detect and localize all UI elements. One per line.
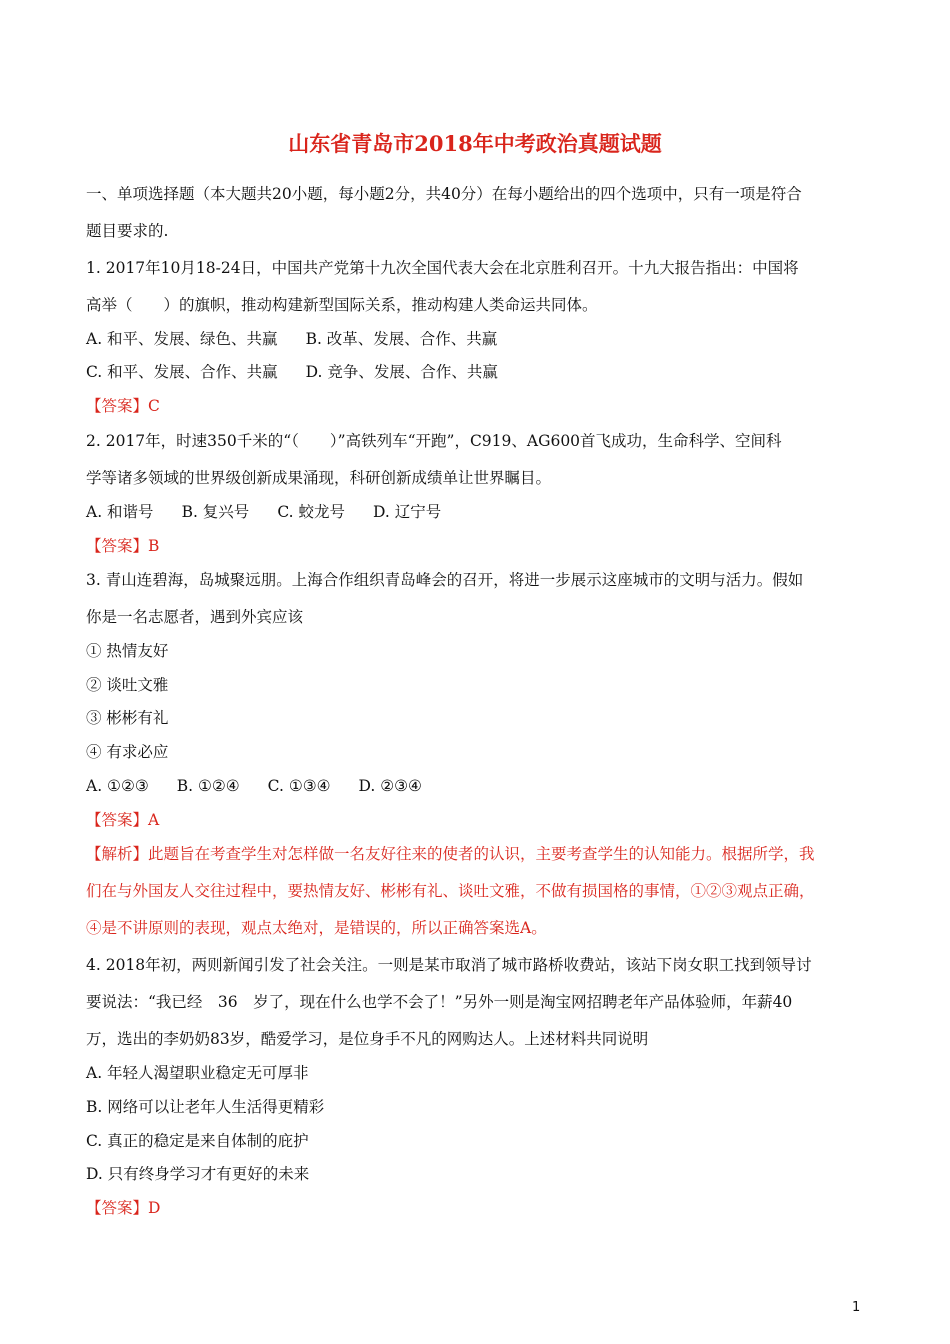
q3-option-d: D. ②③④ (358, 777, 422, 795)
q3-answer (86, 809, 159, 831)
page-title: 山东省青岛市2018年中考政治真题试题 (288, 131, 662, 156)
q4-answer-value: D (148, 1199, 161, 1217)
q3-statement-3: ③ 彬彬有礼 (86, 709, 169, 727)
q1-answer-tag: 【答案】 (86, 397, 149, 415)
page-number: 1 (852, 1300, 861, 1315)
q2-option-c: C. 蛟龙号 (277, 503, 345, 521)
q2-option-b: B. 复兴号 (181, 503, 250, 521)
q4-stem-line1: 4. 2018年初，两则新闻引发了社会关注。一则是某市取消了城市路桥收费站，该站下岗女职工找到领导讨 (86, 956, 812, 974)
q3-stem-line1: 3. 青山连碧海，岛城聚远朋。上海合作组织青岛峰会的召开，将进一步展示这座城市的文明与活力。假如 (86, 571, 804, 589)
q2-stem-line1: 2. 2017年，时速350千米的“（ ）”高铁列车“开跑”，C919、AG600首飞成功，生命科学、空间科 (86, 432, 782, 450)
q1-answer-value: C (148, 397, 160, 415)
q4-option-d: D. 只有终身学习才有更好的未来 (86, 1165, 310, 1183)
q4-stem-line2: 要说法：“我已经 36 岁了，现在什么也学不会了！”另外一则是淘宝网招聘老年产品体验师，年薪40 (86, 993, 793, 1011)
q2-option-d: D. 辽宁号 (372, 503, 442, 521)
q4-option-a: A. 年轻人渴望职业稳定无可厚非 (86, 1064, 309, 1082)
q3-option-c: C. ①③④ (267, 777, 331, 795)
q3-analysis-line3: ④是不讲原则的表现，观点太绝对，是错误的，所以正确答案选A。 (86, 919, 547, 937)
q2-answer (86, 535, 159, 557)
q1-stem-line2: 高举（ ）的旗帜，推动构建新型国际关系，推动构建人类命运共同体。 (86, 296, 598, 314)
q1-stem-line1: 1. 2017年10月18-24日，中国共产党第十九次全国代表大会在北京胜利召开。十九大报告指出：中国将 (86, 259, 799, 277)
q1-options-row1 (86, 328, 497, 350)
q3-answer-tag: 【答案】 (86, 811, 149, 829)
q4-answer (86, 1197, 160, 1219)
q1-options-row2 (86, 361, 498, 383)
section-heading-line2: 题目要求的. (86, 222, 169, 240)
q4-option-b: B. 网络可以让老年人生活得更精彩 (86, 1098, 325, 1116)
q2-answer-tag: 【答案】 (86, 537, 149, 555)
q1-option-a: A. 和平、发展、绿色、共赢 (86, 330, 278, 348)
q3-analysis-line1: 【解析】此题旨在考查学生对怎样做一名友好往来的使者的认识，主要考查学生的认知能力。根据所学，我 (86, 845, 815, 863)
q2-option-a: A. 和谐号 (86, 503, 154, 521)
q4-stem-line3: 万，选出的李奶奶83岁，酷爱学习，是位身手不凡的网购达人。上述材料共同说明 (86, 1030, 649, 1048)
section-heading-line1: 一、单项选择题（本大题共20小题，每小题2分，共40分）在每小题给出的四个选项中，只有一项是符合 (86, 185, 802, 203)
q3-option-b: B. ①②④ (176, 777, 240, 795)
q4-answer-tag: 【答案】 (86, 1199, 149, 1217)
q2-stem-line2: 学等诸多领域的世界级创新成果涌现，科研创新成绩单让世界瞩目。 (86, 469, 552, 487)
q3-answer-value: A (148, 811, 160, 829)
q3-option-a: A. ①②③ (86, 777, 149, 795)
q1-option-b: B. 改革、发展、合作、共赢 (305, 330, 498, 348)
q3-statement-4: ④ 有求必应 (86, 743, 169, 761)
q1-answer (86, 395, 160, 417)
q1-option-d: D. 竞争、发展、合作、共赢 (305, 363, 498, 381)
q3-options-row (86, 775, 422, 797)
q4-option-c: C. 真正的稳定是来自体制的庇护 (86, 1132, 309, 1150)
q3-statement-2: ② 谈吐文雅 (86, 676, 169, 694)
q2-answer-value: B (148, 537, 160, 555)
q2-options-row (86, 501, 441, 523)
q3-statement-1: ① 热情友好 (86, 642, 169, 660)
q3-analysis-line2: 们在与外国友人交往过程中，要热情友好、彬彬有礼、谈吐文雅，不做有损国格的事情，①②③观点正确， (86, 882, 815, 900)
q1-option-c: C. 和平、发展、合作、共赢 (86, 363, 278, 381)
q3-stem-line2: 你是一名志愿者，遇到外宾应该 (86, 608, 304, 626)
